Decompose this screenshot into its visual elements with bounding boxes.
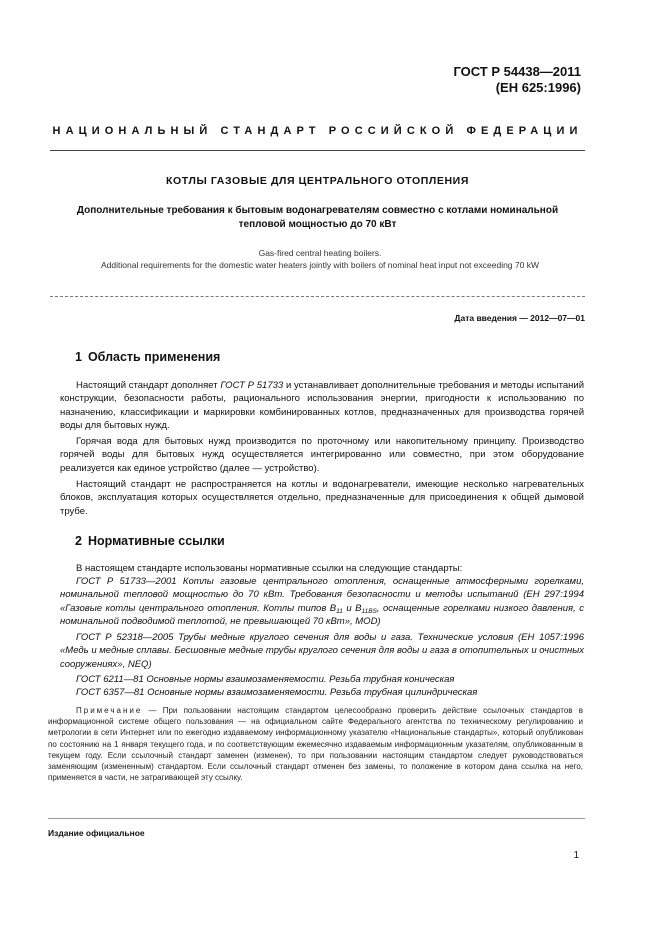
note-label: Примечание: [76, 706, 143, 715]
official-edition-label: Издание официальное: [48, 828, 145, 838]
section-1-number: 1: [75, 350, 82, 364]
reference-1-text-a: ГОСТ Р 51733—2001 Котлы газовые центрального отопления, оснащенные атмосферными горелками, номинальной тепловой мощностью до 70 кВт. Требования безопасности и методы испытаний (ЕН 297:1994 «Газовые котлы центрального отопления. Котлы типов B: [60, 576, 584, 614]
section-1-p1-text-b: и устанавливает дополнительные требования и методы испытаний конструкции, безопасности работы, рационального использования энергии, пригодности к использованию по назначению, классификации и маркировки комбинированных котлов, предназначенных для производства горячей воды для бытовых нужд.: [60, 380, 585, 431]
section-1-heading: [75, 350, 220, 364]
reference-1-sub-1: 11: [336, 607, 343, 615]
footer-divider: [48, 818, 585, 819]
document-title: КОТЛЫ ГАЗОВЫЕ ДЛЯ ЦЕНТРАЛЬНОГО ОТОПЛЕНИЯ: [166, 175, 469, 187]
header-divider: [50, 150, 585, 151]
section-1-p1-ref: ГОСТ Р 51733: [220, 380, 284, 391]
reference-1-sub-2: 11BS: [361, 607, 377, 615]
national-standard-banner: НАЦИОНАЛЬНЫЙ СТАНДАРТ РОССИЙСКОЙ ФЕДЕРАЦИИ: [52, 125, 583, 137]
gost-code: ГОСТ Р 54438—2011: [453, 64, 581, 79]
reference-gost-r-51733: [60, 575, 584, 628]
section-1-paragraph-2: Горячая вода для бытовых нужд производится по проточному или накопительному принципу. Производство горячей воды для бытовых нужд осуществляется интегрированно или совместно, при этом оборудование реализуется как единое устройство (далее — устройство).: [60, 436, 584, 474]
note-text: — При пользовании настоящим стандартом целесообразно проверить действие ссылочных стандартов в информационной системе общего пользования — на официальном сайте Федерального агентства по техническому регулированию и метрологии в сети Интернет или по ежегодно издаваемому информационному указателю «Национальные стандарты», который опубликован по состоянию на 1 января текущего года, и по соответствующим ежемесячно издаваемым информационным указателям, опубликованным в текущем году. Если ссылочный стандарт заменен (изменен), то при пользовании настоящим стандартом следует руководствоваться заменяющим (измененным) стандартом. Если ссылочный стандарт отменен без замены, то положение в котором дана ссылка на него, применяется в части, не затрагивающей эту ссылку.: [48, 706, 583, 783]
section-2-intro: В настоящем стандарте использованы нормативные ссылки на следующие стандарты:: [76, 563, 463, 574]
reference-1-text-mid: и B: [342, 602, 362, 614]
reference-gost-6357: ГОСТ 6357—81 Основные нормы взаимозаменяемости. Резьба трубная цилиндрическая: [76, 687, 478, 698]
title-divider: [50, 296, 585, 297]
references-note: [48, 705, 583, 783]
section-1-p1-text-a: Настоящий стандарт дополняет: [76, 380, 221, 391]
section-1-title: Область применения: [87, 350, 221, 364]
section-2-title: Нормативные ссылки: [87, 534, 225, 548]
english-title-line1: Gas-fired central heating boilers.: [258, 248, 382, 258]
en-code: (ЕН 625:1996): [495, 80, 581, 95]
section-2-number: 2: [75, 534, 82, 548]
document-code-block: [453, 64, 581, 96]
english-title-line2: Additional requirements for the domestic water heaters jointly with boilers of nominal heat input not exceeding 70 kW: [101, 260, 539, 270]
english-title: [40, 247, 600, 271]
section-1-paragraph-1: [60, 379, 584, 432]
reference-1-text-b: , оснащенные горелками низкого давления, с номинальной подводимой теплотой, не превышающей 70 кВт», MOD): [60, 602, 584, 627]
section-2-heading: [75, 534, 225, 548]
section-1-paragraph-3: Настоящий стандарт не распространяется на котлы и водонагреватели, имеющие несколько нагревательных блоков, эксплуатация которых осуществляется отдельно, предназначенные для присоединения к общей дымовой трубе.: [60, 479, 584, 517]
page-number: 1: [573, 850, 579, 861]
effective-date: Дата введения — 2012—07—01: [454, 313, 585, 323]
reference-gost-6211: ГОСТ 6211—81 Основные нормы взаимозаменяемости. Резьба трубная коническая: [76, 674, 455, 685]
document-subtitle: Дополнительные требования к бытовым водонагревателям совместно с котлами номинальной тепловой мощностью до 70 кВт: [76, 205, 559, 230]
reference-gost-r-52318: ГОСТ Р 52318—2005 Трубы медные круглого сечения для воды и газа. Технические условия (ЕН 1057:1996 «Медь и медные сплавы. Бесшовные медные трубы круглого сечения для воды и газа в отопительных и очистных сооружениях», NEQ): [60, 632, 584, 670]
